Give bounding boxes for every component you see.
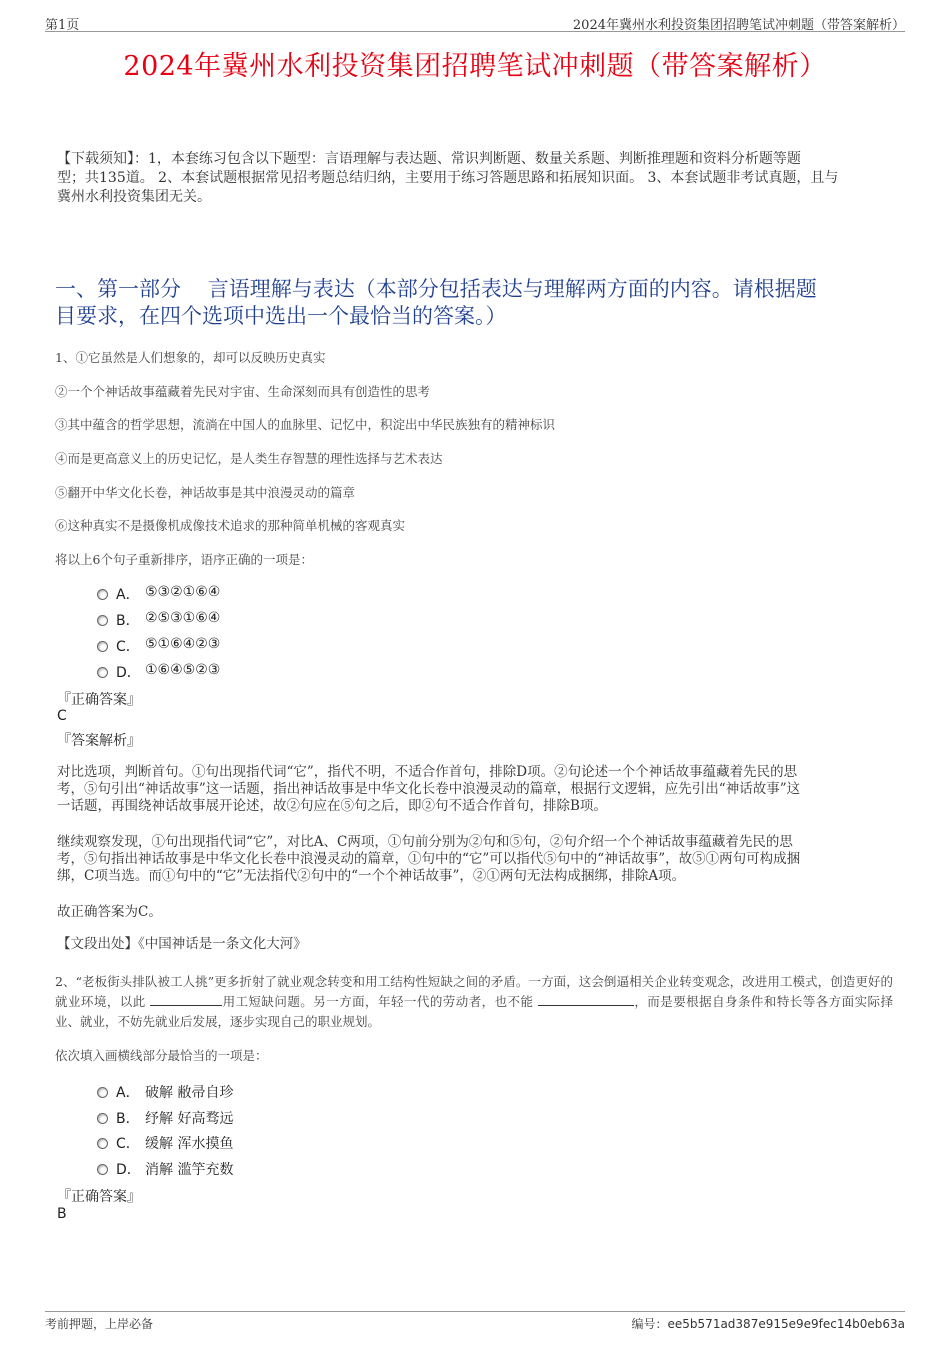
section-heading-line: 一、第一部分 言语理解与表达（本部分包括表达与理解两方面的内容。请根据题: [55, 277, 817, 301]
fill-blank-1: [150, 994, 222, 1006]
page-header: [45, 12, 905, 32]
analysis-line: 绑，C项当选。而①句中的“它”无法指代②句中的“一个个神话故事”，②①两句无法构成捆绑，排除A项。: [57, 868, 686, 884]
q1-sentence-6: ⑥这种真实不是摄像机成像技术追求的那种简单机械的客观真实: [55, 518, 406, 533]
q1-analysis-label: 『答案解析』: [57, 733, 141, 749]
page-footer: [45, 1311, 905, 1331]
radio-icon[interactable]: [97, 1087, 108, 1098]
notice-line: 型；共135道。 2、本套试题根据常见招考题总结归纳，主要用于练习答题思路和拓展知识面。 3、本套试题非考试真题，且与: [57, 170, 839, 186]
radio-icon[interactable]: [97, 1138, 108, 1149]
section-heading-line: 目要求，在四个选项中选出一个最恰当的答案。）: [55, 304, 507, 328]
q2-stem-part: 用工短缺问题。另一方面，年轻一代的劳动者，也不能: [222, 994, 538, 1009]
q1-sentence-3: ③其中蕴含的哲学思想，流淌在中国人的血脉里、记忆中，积淀出中华民族独有的精神标识: [55, 417, 556, 432]
option-letter: D．: [116, 665, 141, 681]
option-letter: C．: [116, 1136, 140, 1152]
analysis-line: 一话题，再围绕神话故事展开论述，故②句应在⑤句之后，即②句不适合作首句，排除B项。: [57, 798, 607, 814]
q1-source: 【文段出处】《中国神话是一条文化大河》: [57, 936, 307, 952]
option-letter: C．: [116, 639, 140, 655]
option-text: ⑤①⑥④②③: [145, 636, 221, 652]
q1-answer: C: [57, 708, 67, 724]
notice-line: 【下载须知】：1，本套练习包含以下题型：言语理解与表达题、常识判断题、数量关系题、判断推理题和资料分析题等题: [57, 151, 801, 167]
q1-analysis-paragraph-1: [57, 764, 892, 815]
footer-code-block: [632, 1315, 905, 1332]
q2-stem: [55, 972, 893, 1032]
option-letter: B．: [116, 613, 140, 629]
option-text: 缓解 浑水摸鱼: [145, 1136, 234, 1152]
footer-slogan: 考前押题，上岸必备: [45, 1317, 154, 1331]
q2-answer: B: [57, 1206, 67, 1222]
section-heading: [55, 276, 895, 330]
notice-line: 冀州水利投资集团无关。: [57, 189, 211, 205]
q1-sentence-5: ⑤翻开中华文化长卷，神话故事是其中浪漫灵动的篇章: [55, 485, 356, 500]
footer-code: ee5b571ad387e915e9e9fec14b0eb63a: [667, 1317, 905, 1331]
option-text: ⑤③②①⑥④: [145, 584, 221, 600]
analysis-line: 对比选项，判断首句。①句出现指代词“它”，指代不明，不适合作首句，排除D项。②句论述一个个神话故事蕴藏着先民的思: [57, 764, 798, 780]
radio-icon[interactable]: [97, 641, 108, 652]
option-letter: D．: [116, 1162, 141, 1178]
q1-sentence-1: 1、①它虽然是人们想象的，却可以反映历史真实: [55, 350, 326, 365]
q1-prompt: 将以上6个句子重新排序，语序正确的一项是：: [55, 552, 313, 567]
fill-blank-2: [538, 994, 634, 1006]
q2-answer-label: 『正确答案』: [57, 1189, 141, 1205]
option-text: ①⑥④⑤②③: [145, 662, 221, 678]
q1-sentence-4: ④而是更高意义上的历史记忆，是人类生存智慧的理性选择与艺术表达: [55, 451, 443, 466]
analysis-line: 故正确答案为C。: [57, 904, 162, 920]
footer-code-label: 编号：: [631, 1317, 668, 1331]
header-doc-title: 2024年冀州水利投资集团招聘笔试冲刺题（带答案解析）: [572, 18, 905, 33]
q1-analysis-paragraph-3: [57, 904, 892, 921]
q1-sentence-2: ②一个个神话故事蕴藏着先民对宇宙、生命深刻而具有创造性的思考: [55, 384, 431, 399]
radio-icon[interactable]: [97, 1113, 108, 1124]
q1-answer-label: 『正确答案』: [57, 692, 141, 708]
radio-icon[interactable]: [97, 1164, 108, 1175]
page-number: 第1页: [45, 18, 80, 33]
option-text: 破解 敝帚自珍: [145, 1085, 234, 1101]
q1-analysis-paragraph-2: [57, 834, 892, 885]
option-letter: A．: [116, 587, 140, 603]
option-letter: B．: [116, 1111, 140, 1127]
option-text: 消解 滥竽充数: [145, 1162, 234, 1178]
option-text: ②⑤③①⑥④: [145, 610, 221, 626]
document-title: 2024年冀州水利投资集团招聘笔试冲刺题（带答案解析）: [123, 51, 827, 82]
option-text: 纾解 好高骛远: [145, 1111, 234, 1127]
radio-icon[interactable]: [97, 615, 108, 626]
analysis-line: 考，⑤句引出“神话故事”这一话题，指出神话故事是中华文化长卷中浪漫灵动的篇章，根据行文逻辑，应先引出“神话故事”这: [57, 781, 801, 797]
radio-icon[interactable]: [97, 667, 108, 678]
q2-stem-part: ，而是要根据自身条件和特长等各方面实际择业、就业，不妨先就业后发展，逐步实现自己的职业规划。: [55, 994, 893, 1029]
download-notice: [57, 150, 892, 207]
radio-icon[interactable]: [97, 589, 108, 600]
q2-stem-part: 2、“老板街头排队被工人挑”更多折射了就业观念转变和用工结构性短缺之间的矛盾。一方面，这会倒逼相关企业转变观念，改进用工模式，创造更好的就业环境，以此: [55, 974, 893, 1009]
q2-prompt: 依次填入画横线部分最恰当的一项是：: [55, 1048, 268, 1063]
analysis-line: 考，⑤句指出神话故事是中华文化长卷中浪漫灵动的篇章，①句中的“它”可以指代⑤句中的“神话故事”，故⑤①两句可构成捆: [57, 851, 801, 867]
option-letter: A．: [116, 1085, 140, 1101]
analysis-line: 继续观察发现，①句出现指代词“它”，对比A、C两项，①句前分别为②句和⑤句，②句介绍一个个神话故事蕴藏着先民的思: [57, 834, 793, 850]
